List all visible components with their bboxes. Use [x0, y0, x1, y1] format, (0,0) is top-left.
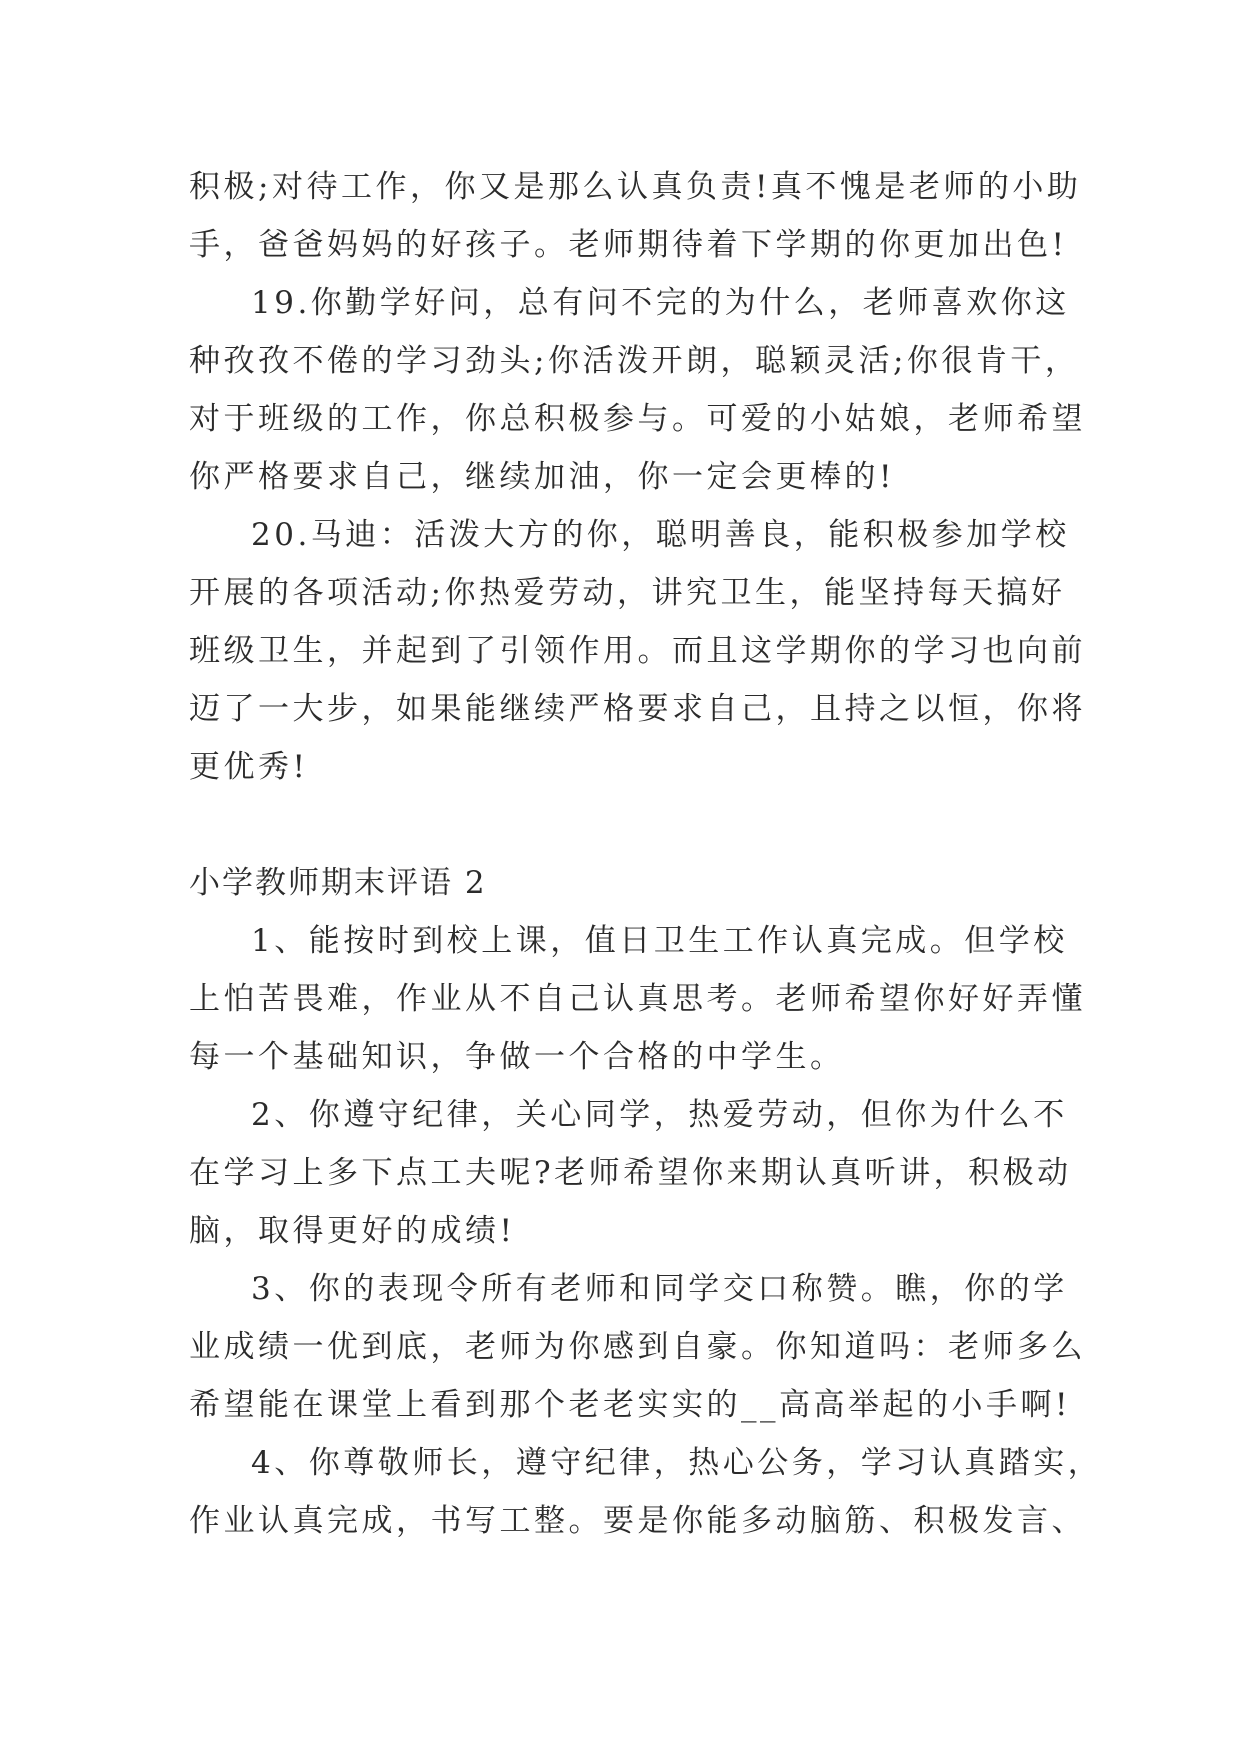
text-line: 对于班级的工作，你总积极参与。可爱的小姑娘，老师希望 [189, 401, 1086, 437]
text-line: 2、你遵守纪律，关心同学，热爱劳动，但你为什么不 [251, 1097, 1068, 1133]
section-spacer [189, 796, 1057, 854]
document-body [189, 158, 1103, 1550]
comment-item-2 [189, 1086, 1072, 1260]
text-line: 上怕苦畏难，作业从不自己认真思考。老师希望你好好弄懂 [189, 981, 1086, 1017]
text-line: 更优秀! [189, 749, 309, 785]
text-line: 19.你勤学好问，总有问不完的为什么，老师喜欢你这 [251, 285, 1070, 321]
text-line: 20.马迪：活泼大方的你，聪明善良，能积极参加学校 [251, 517, 1070, 553]
comment-item-1 [189, 912, 1086, 1086]
text-line: 班级卫生，并起到了引领作用。而且这学期你的学习也向前 [189, 633, 1086, 669]
text-line: 脑，取得更好的成绩! [189, 1213, 516, 1249]
text-line: 希望能在课堂上看到那个老老实实的__高高举起的小手啊! [189, 1387, 1071, 1423]
section-title: 小学教师期末评语 2 [189, 865, 487, 901]
text-line: 每一个基础知识，争做一个合格的中学生。 [189, 1039, 845, 1075]
text-line: 种孜孜不倦的学习劲头;你活泼开朗，聪颖灵活;你很肯干， [189, 343, 1080, 379]
comment-item-19 [189, 274, 1086, 506]
text-line: 3、你的表现令所有老师和同学交口称赞。瞧，你的学 [251, 1271, 1068, 1307]
text-line: 1、能按时到校上课，值日卫生工作认真完成。但学校 [251, 923, 1068, 959]
text-line: 在学习上多下点工夫呢?老师希望你来期认真听讲，积极动 [189, 1155, 1072, 1191]
text-line: 4、你尊敬师长，遵守纪律，热心公务，学习认真踏实， [251, 1445, 1103, 1481]
text-line: 迈了一大步，如果能继续严格要求自己，且持之以恒，你将 [189, 691, 1086, 727]
text-line: 手，爸爸妈妈的好孩子。老师期待着下学期的你更加出色! [189, 227, 1068, 263]
comment-item-20 [189, 506, 1086, 796]
text-line: 开展的各项活动;你热爱劳动，讲究卫生，能坚持每天搞好 [189, 575, 1066, 611]
text-line: 作业认真完成，书写工整。要是你能多动脑筋、积极发言、 [189, 1503, 1086, 1539]
intro-paragraph [189, 158, 1082, 274]
text-line: 业成绩一优到底，老师为你感到自豪。你知道吗：老师多么 [189, 1329, 1086, 1365]
comment-item-4 [189, 1434, 1103, 1550]
text-line: 你严格要求自己，继续加油，你一定会更棒的! [189, 459, 895, 495]
text-line: 积极;对待工作，你又是那么认真负责!真不愧是老师的小助 [189, 169, 1082, 205]
comment-item-3 [189, 1260, 1086, 1434]
